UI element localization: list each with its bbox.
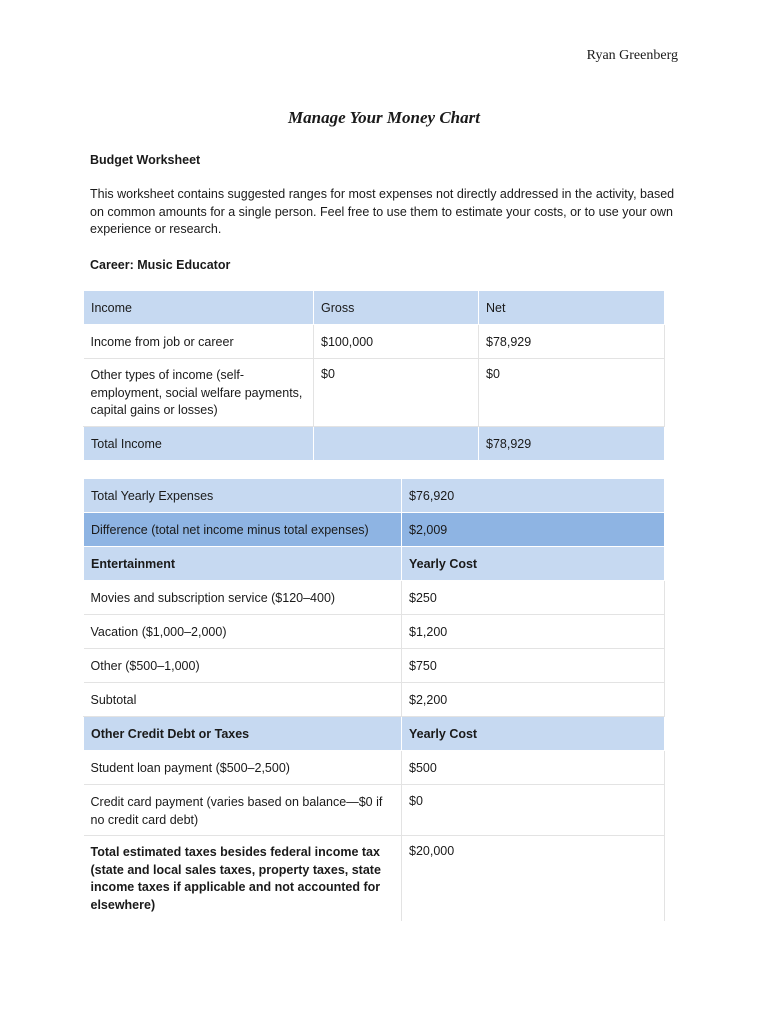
- page-title: Manage Your Money Chart: [288, 108, 480, 127]
- subtotal-value-cell: $2,200: [402, 683, 665, 717]
- table-row: [84, 615, 665, 649]
- total-expenses-row: [84, 479, 665, 513]
- author-name: Ryan Greenberg: [586, 48, 678, 63]
- expense-label-cell: Vacation ($1,000–2,000): [84, 615, 402, 649]
- expense-value-cell: $750: [402, 649, 665, 683]
- expense-label-cell: Total estimated taxes besides federal income tax (state and local sales taxes, property taxes, state income taxes if applicable and not accounted for elsewhere): [84, 836, 402, 921]
- yearly-cost-header-cell: Yearly Cost: [402, 717, 665, 751]
- subtotal-row: [84, 683, 665, 717]
- income-table: [83, 290, 665, 461]
- expense-label-cell: Movies and subscription service ($120–400): [84, 581, 402, 615]
- entertainment-header-row: [84, 547, 665, 581]
- expense-value-cell: $20,000: [402, 836, 665, 921]
- total-income-label: Total Income: [84, 427, 314, 461]
- entertainment-header-cell: Entertainment: [84, 547, 402, 581]
- net-value-cell: $78,929: [479, 325, 665, 359]
- total-net-cell: $78,929: [479, 427, 665, 461]
- table-row: [84, 649, 665, 683]
- subtotal-label-cell: Subtotal: [84, 683, 402, 717]
- net-header-cell: Net: [479, 291, 665, 325]
- expense-table: [83, 478, 665, 921]
- career-label: Career: Music Educator: [90, 258, 231, 272]
- total-expenses-value: $76,920: [402, 479, 665, 513]
- table-row: [84, 785, 665, 836]
- expense-label-cell: Student loan payment ($500–2,500): [84, 751, 402, 785]
- income-label-cell: Income from job or career: [84, 325, 314, 359]
- gross-value-cell: $100,000: [314, 325, 479, 359]
- table-row: [84, 359, 665, 427]
- intro-paragraph: This worksheet contains suggested ranges for most expenses not directly addressed in the activity, based on common amounts for a single person. Feel free to use them to estimate your costs, or to use your own experience or research.: [90, 187, 675, 236]
- section-subheading: Budget Worksheet: [90, 153, 201, 167]
- expense-label-cell: Other ($500–1,000): [84, 649, 402, 683]
- income-label-cell: Other types of income (self-employment, social welfare payments, capital gains or losses): [84, 359, 314, 427]
- expense-value-cell: $250: [402, 581, 665, 615]
- table-row: [84, 581, 665, 615]
- difference-label: Difference (total net income minus total expenses): [84, 513, 402, 547]
- difference-value: $2,009: [402, 513, 665, 547]
- table-row: [84, 325, 665, 359]
- income-header-cell: Income: [84, 291, 314, 325]
- difference-row: [84, 513, 665, 547]
- total-gross-cell: [314, 427, 479, 461]
- debt-header-row: [84, 717, 665, 751]
- gross-value-cell: $0: [314, 359, 479, 427]
- table-row: [84, 751, 665, 785]
- expense-value-cell: $1,200: [402, 615, 665, 649]
- table-row: [84, 836, 665, 921]
- yearly-cost-header-cell: Yearly Cost: [402, 547, 665, 581]
- expense-value-cell: $0: [402, 785, 665, 836]
- total-income-row: [84, 427, 665, 461]
- total-expenses-label: Total Yearly Expenses: [84, 479, 402, 513]
- debt-header-cell: Other Credit Debt or Taxes: [84, 717, 402, 751]
- net-value-cell: $0: [479, 359, 665, 427]
- expense-label-cell: Credit card payment (varies based on balance—$0 if no credit card debt): [84, 785, 402, 836]
- expense-value-cell: $500: [402, 751, 665, 785]
- gross-header-cell: Gross: [314, 291, 479, 325]
- income-header-row: [84, 291, 665, 325]
